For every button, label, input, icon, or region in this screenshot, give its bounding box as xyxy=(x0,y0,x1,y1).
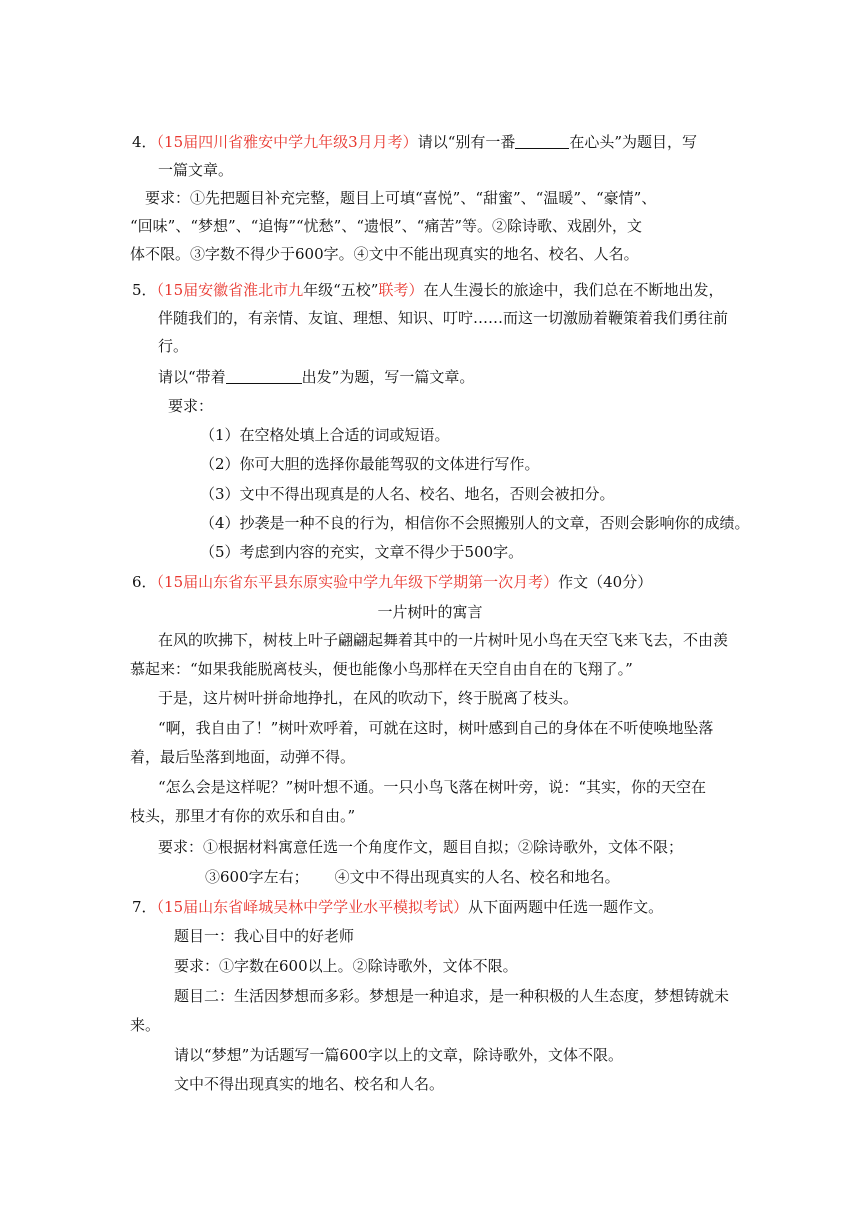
q4-text-after: 在心头”为题目，写 xyxy=(569,133,698,151)
q4-blank xyxy=(515,133,569,149)
q7-source: （15届山东省峄城吴林中学学业水平模拟考试） xyxy=(156,898,469,916)
q5-source-a: （15届安徽省淮北市九 xyxy=(156,281,304,299)
q7-line1 xyxy=(132,897,663,917)
q5-line3: 行。 xyxy=(158,337,189,355)
q6-text: 作文（40分） xyxy=(558,573,653,591)
q6-req-line1: 要求：①根据材料寓意任选一个角度作文，题目自拟；②除诗歌外，文体不限； xyxy=(158,838,684,856)
q6-story-line1: 在风的吹拂下，树枝上叶子翩翩起舞着其中的一片树叶见小鸟在天空飞来飞去，不由羡 xyxy=(158,631,729,649)
q5-req-1: （1）在空格处填上合适的词或短语。 xyxy=(200,426,450,444)
q7-line6: 请以“梦想”为话题写一篇600字以上的文章，除诗歌外，文体不限。 xyxy=(174,1046,623,1064)
q4-number: 4． xyxy=(132,133,157,151)
q5-source-c: 联考） xyxy=(378,281,424,299)
q5-req-3: （3）文中不得出现真是的人名、校名、地名，否则会被扣分。 xyxy=(200,485,615,503)
q4-line2: 一篇文章。 xyxy=(158,161,234,179)
q7-line5: 来。 xyxy=(130,1016,161,1034)
q5-prompt-after: 出发”为题，写一篇文章。 xyxy=(301,368,475,386)
q6-story-line6: “怎么会是这样呢？”树叶想不通。一只小鸟飞落在树叶旁，说：“其实，你的天空在 xyxy=(158,778,707,796)
q6-story-title: 一片树叶的寓言 xyxy=(377,603,483,621)
q7-number: 7． xyxy=(132,898,157,916)
q4-text-before: 请以“别有一番 xyxy=(417,133,516,151)
q5-req-label: 要求： xyxy=(168,397,214,415)
q6-line1 xyxy=(132,572,652,592)
q5-line1 xyxy=(132,280,724,300)
q5-prompt-before: 请以“带着 xyxy=(158,368,226,386)
q4-req-line1: 要求：①先把题目补充完整，题目上可填“喜悦”、“甜蜜”、“温暖”、“豪情”、 xyxy=(145,189,657,207)
q6-source: （15届山东省东平县东原实验中学九年级下学期第一次月考） xyxy=(156,573,559,591)
q6-req-2b: ④文中不得出现真实的人名、校名和地名。 xyxy=(334,868,620,886)
q6-number: 6． xyxy=(132,573,157,591)
q5-req-2: （2）你可大胆的选择你最能驾驭的文体进行写作。 xyxy=(200,455,540,473)
q5-line2: 伴随我们的，有亲情、友谊、理想、知识、叮咛……而这一切激励着鞭策着我们勇往前 xyxy=(158,309,729,327)
q6-story-line3: 于是，这片树叶拼命地挣扎，在风的吹动下，终于脱离了枝头。 xyxy=(158,689,579,707)
q4-source: （15届四川省雅安中学九年级3月月考） xyxy=(156,133,418,151)
q4-req-line3: 体不限。③字数不得少于600字。④文中不能出现真实的地名、校名、人名。 xyxy=(130,245,639,263)
q5-prompt xyxy=(158,367,474,387)
q5-number: 5． xyxy=(132,281,157,299)
q5-req-4: （4）抄袭是一种不良的行为，相信你不会照搬别人的文章，否则会影响你的成绩。 xyxy=(200,514,750,532)
q5-blank xyxy=(226,368,302,384)
q7-line3: 要求：①字数在600以上。②除诗歌外，文体不限。 xyxy=(174,957,518,975)
q7-line2: 题目一：我心目中的好老师 xyxy=(174,927,355,945)
q6-story-line2: 慕起来：“如果我能脱离枝头，便也能像小鸟那样在天空自由自在的飞翔了。” xyxy=(130,660,633,678)
q4-req-line2: “回味”、“梦想”、“追悔”“忧愁”、“遗恨”、“痛苦”等。②除诗歌、戏剧外，文 xyxy=(130,217,643,235)
q7-text: 从下面两题中任选一题作文。 xyxy=(468,898,664,916)
q6-req-2a: ③600字左右； xyxy=(205,868,309,886)
q7-line4: 题目二：生活因梦想而多彩。梦想是一种追求，是一种积极的人生态度，梦想铸就未 xyxy=(174,987,730,1005)
q7-line7: 文中不得出现真实的地名、校名和人名。 xyxy=(174,1075,445,1093)
q6-story-line5: 着，最后坠落到地面，动弹不得。 xyxy=(130,748,356,766)
q6-story-line7: 枝头，那里才有你的欢乐和自由。” xyxy=(130,807,356,825)
q6-req-line2 xyxy=(205,867,620,887)
q4-line1 xyxy=(132,132,697,152)
q5-req-5: （5）考虑到内容的充实，文章不得少于500字。 xyxy=(200,543,524,561)
q6-story-line4: “啊，我自由了！”树叶欢呼着，可就在这时，树叶感到自己的身体在不听使唤地坠落 xyxy=(158,719,714,737)
q5-text1: 在人生漫长的旅途中，我们总在不断地出发， xyxy=(423,281,724,299)
q5-source-b: 年级“五校” xyxy=(303,281,379,299)
